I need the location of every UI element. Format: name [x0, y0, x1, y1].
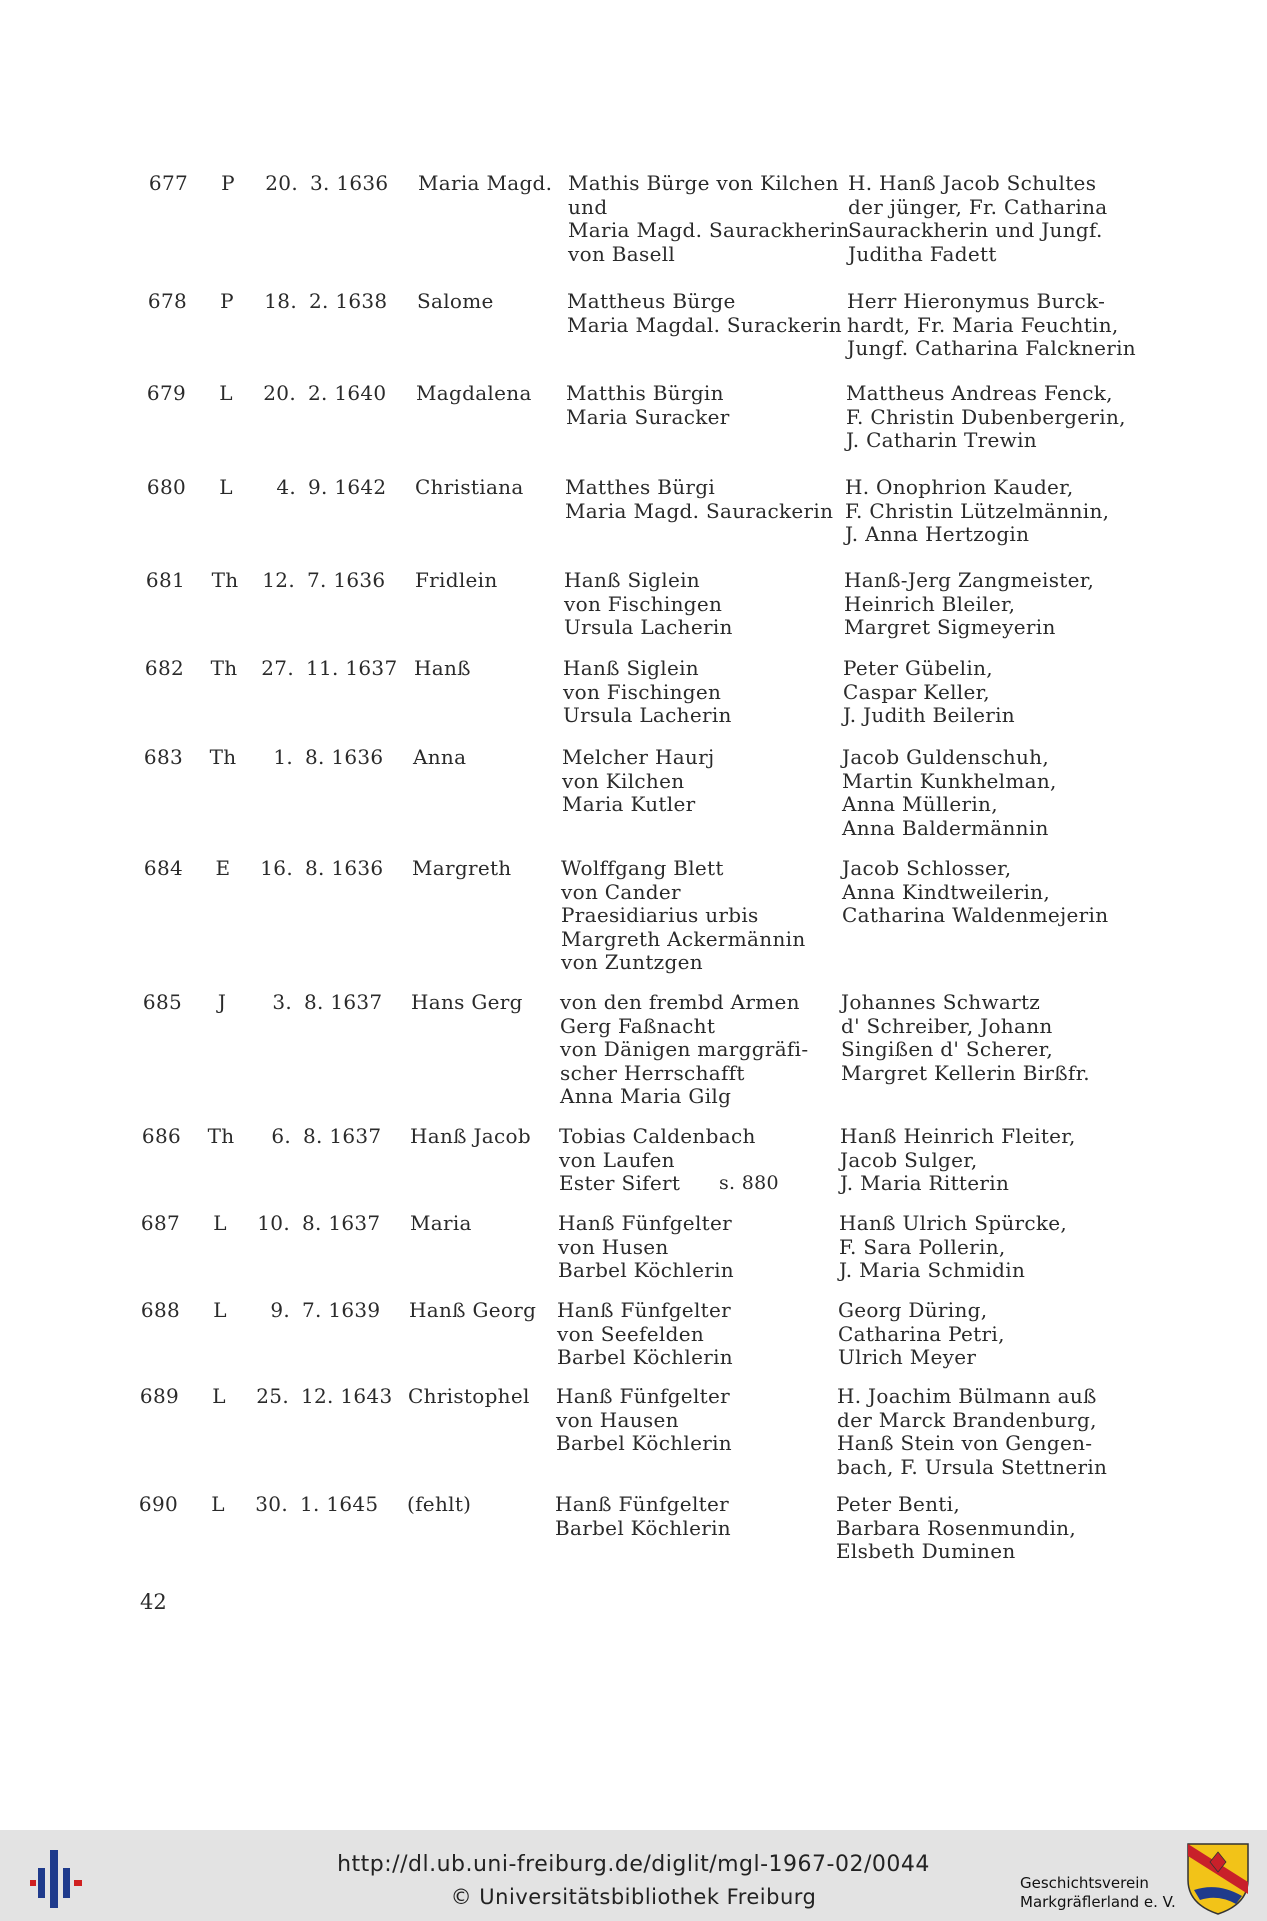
parent-line: Ursula Lacherin [563, 703, 732, 727]
godparent-line: Martin Kunkhelman, [842, 768, 1057, 793]
parent-line: Margreth Ackermännin [561, 926, 806, 951]
entry-number: 690 [138, 1492, 178, 1516]
parent-line: Gerg Faßnacht [560, 1013, 716, 1038]
child-name: Maria Magd. [418, 171, 553, 195]
godparent-line: H. Onophrion Kauder, [845, 475, 1074, 499]
parent-line: Matthis Bürgin [566, 381, 724, 405]
parent-line: Praesidiarius urbis [561, 903, 759, 927]
entry-number: 687 [140, 1211, 180, 1235]
footer-url-link[interactable]: http://dl.ub.uni-freiburg.de/diglit/mgl-1967-02/0044 [337, 1852, 930, 1877]
entry-number: 679 [146, 381, 186, 405]
parent-line: Barbel Köchlerin [557, 1345, 733, 1369]
parents [561, 857, 806, 975]
child-name: Margreth [412, 856, 512, 880]
godparent-line: Ulrich Meyer [838, 1345, 977, 1369]
godparents [844, 569, 1094, 640]
godparent-line: Catharina Petri, [838, 1321, 1005, 1346]
child-name: Hanß [414, 656, 471, 680]
baptism-month-year: 8. 1636 [305, 856, 384, 880]
parish-code: Th [209, 745, 237, 769]
child-name: Fridlein [415, 568, 498, 592]
entry-number: 678 [147, 289, 187, 313]
parish-code: Th [210, 656, 238, 680]
godparent-line: Singißen d' Scherer, [841, 1037, 1054, 1061]
parent-line: von Laufen [559, 1147, 675, 1172]
godparent-line: F. Christin Dubenbergerin, [846, 404, 1126, 429]
godparent-line: J. Anna Hertzogin [845, 522, 1030, 546]
parent-line: Tobias Caldenbach [559, 1124, 756, 1148]
parish-code: P [220, 289, 234, 313]
godparents [838, 1299, 1005, 1370]
entry-number: 681 [145, 568, 185, 592]
godparent-line: der jünger, Fr. Catharina [848, 194, 1108, 219]
parent-line: Mattheus Bürge [567, 289, 736, 313]
parent-line: Ester Sifert s. 880 [559, 1171, 779, 1195]
parent-line: von Dänigen marggräfi- [560, 1037, 809, 1061]
parent-line: von Kilchen [562, 768, 685, 793]
footer-organization [1020, 1874, 1176, 1912]
parents [565, 476, 833, 523]
godparent-line: Elsbeth Duminen [836, 1539, 1016, 1563]
child-name: Anna [413, 745, 467, 769]
parents [556, 1385, 732, 1456]
godparent-line: hardt, Fr. Maria Feuchtin, [847, 312, 1119, 337]
entry-number: 683 [143, 745, 183, 769]
baptism-day: 25. [256, 1384, 289, 1408]
baptism-day: 20. [265, 171, 298, 195]
godparent-line: Heinrich Bleiler, [844, 591, 1016, 616]
parent-line: Melcher Haurj [562, 745, 715, 769]
page-number: 42 [140, 1590, 167, 1614]
parents [564, 569, 733, 640]
entry-number: 677 [148, 171, 188, 195]
godparents [845, 476, 1109, 547]
footer-bar [0, 1830, 1267, 1921]
baptism-month-year: 7. 1639 [302, 1298, 381, 1322]
godparent-line: der Marck Brandenburg, [837, 1407, 1097, 1432]
baptism-day: 30. [255, 1492, 288, 1516]
godparent-line: Jacob Guldenschuh, [842, 745, 1049, 769]
baptism-month-year: 3. 1636 [310, 171, 389, 195]
godparent-line: Barbara Rosenmundin, [836, 1515, 1076, 1540]
godparents [839, 1212, 1067, 1283]
baptism-month-year: 12. 1643 [301, 1384, 393, 1408]
parent-line: von Zuntzgen [561, 950, 703, 974]
entry-number: 686 [141, 1124, 181, 1148]
godparent-line: Juditha Fadett [848, 241, 997, 266]
godparents [847, 290, 1136, 361]
godparent-line: Peter Gübelin, [843, 656, 993, 680]
footer-copyright: © Universitätsbibliothek Freiburg [450, 1885, 817, 1909]
parent-line: von Fischingen [564, 591, 723, 616]
parish-code: L [213, 1298, 227, 1322]
godparent-line: Georg Düring, [838, 1298, 988, 1322]
baptism-month-year: 8. 1637 [302, 1211, 381, 1235]
godparent-line: Jacob Schlosser, [842, 856, 1012, 880]
parent-line: und [568, 194, 608, 219]
entry-number: 680 [146, 475, 186, 499]
parish-code: L [213, 1211, 227, 1235]
org-name-line2: Markgräflerland e. V. [1020, 1893, 1176, 1911]
godparents [843, 657, 1015, 728]
baptism-month-year: 11. 1637 [306, 656, 398, 680]
parent-line: Maria Magdal. Surackerin [567, 312, 842, 337]
baptism-day: 4. [276, 475, 296, 499]
godparent-line: Anna Baldermännin [842, 815, 1049, 840]
parents [567, 290, 842, 337]
baptism-day: 9. [270, 1298, 290, 1322]
child-name: Hanß Jacob [410, 1124, 531, 1148]
parish-code: P [221, 171, 235, 195]
child-name: (fehlt) [407, 1492, 472, 1516]
parents [560, 991, 808, 1109]
parents [568, 172, 849, 266]
parent-line: von Fischingen [563, 679, 722, 704]
parent-line: Barbel Köchlerin [558, 1258, 734, 1282]
godparents [841, 991, 1090, 1085]
parish-code: E [215, 856, 231, 880]
parish-code: J [217, 990, 227, 1014]
baptism-day: 1. [273, 745, 293, 769]
parish-code: Th [211, 568, 239, 592]
godparent-line: J. Maria Ritterin [840, 1171, 1010, 1195]
godparent-line: F. Christin Lützelmännin, [845, 498, 1110, 523]
parent-line: von Basell [568, 241, 676, 266]
parent-line: Hanß Fünfgelter [555, 1492, 729, 1516]
godparent-line: Hanß Stein von Gengen- [837, 1431, 1093, 1455]
parish-code: L [219, 475, 233, 499]
parish-code: Th [207, 1124, 235, 1148]
godparent-line: F. Sara Pollerin, [839, 1234, 1006, 1259]
parent-line: von Husen [558, 1234, 669, 1259]
godparents [840, 1125, 1076, 1196]
godparent-line: Hanß Ulrich Spürcke, [839, 1211, 1068, 1235]
entry-number: 684 [143, 856, 183, 880]
godparents [848, 172, 1108, 266]
entry-number: 682 [144, 656, 184, 680]
parent-line: Wolffgang Blett [561, 856, 724, 880]
baptism-month-year: 8. 1637 [304, 990, 383, 1014]
parents [562, 746, 714, 817]
godparent-line: H. Joachim Bülmann auß [837, 1384, 1097, 1408]
parent-line: scher Herrschafft [560, 1060, 745, 1085]
parents [557, 1299, 733, 1370]
parent-line: Maria Magd. Saurackherin [568, 218, 850, 242]
entry-number: 688 [140, 1298, 180, 1322]
godparent-line: Peter Benti, [836, 1492, 960, 1516]
parents [559, 1124, 779, 1196]
parent-line: Hanß Siglein [564, 568, 700, 592]
baptism-month-year: 7. 1636 [307, 568, 386, 592]
godparent-line: Herr Hieronymus Burck- [847, 289, 1106, 313]
parent-line: Barbel Köchlerin [556, 1431, 732, 1455]
parent-line: Maria Suracker [566, 404, 730, 429]
parent-line: Matthes Bürgi [565, 475, 716, 499]
godparent-line: Anna Kindtweilerin, [842, 879, 1051, 904]
godparent-line: Caspar Keller, [843, 679, 990, 704]
godparents [846, 382, 1126, 453]
parent-line: Hanß Fünfgelter [556, 1384, 730, 1408]
godparent-line: Catharina Waldenmejerin [842, 903, 1109, 927]
baptism-month-year: 2. 1638 [309, 289, 388, 313]
godparents [842, 746, 1057, 840]
baptism-day: 18. [264, 289, 297, 313]
godparent-line: Margret Kellerin Birßfr. [841, 1060, 1090, 1085]
godparent-line: Anna Müllerin, [842, 792, 998, 816]
godparent-line: Saurackherin und Jungf. [848, 218, 1103, 242]
godparent-line: Hanß Heinrich Fleiter, [840, 1124, 1076, 1148]
parent-line: Maria Kutler [562, 792, 696, 816]
cross-reference: s. 880 [719, 1172, 779, 1194]
baptism-day: 12. [262, 568, 295, 592]
godparent-line: Mattheus Andreas Fenck, [846, 381, 1113, 405]
baptism-day: 3. [272, 990, 292, 1014]
org-name-line1: Geschichtsverein [1020, 1874, 1149, 1892]
parent-line: von Cander [561, 879, 681, 904]
parents [566, 382, 730, 429]
parent-line: Hanß Siglein [563, 656, 699, 680]
coat-of-arms-icon [1186, 1842, 1250, 1916]
baptism-day: 6. [271, 1124, 291, 1148]
parent-line: Maria Magd. Saurackerin [565, 498, 834, 523]
child-name: Maria [410, 1211, 472, 1235]
godparents [837, 1385, 1107, 1479]
parents [555, 1493, 731, 1540]
godparents [836, 1493, 1076, 1564]
baptism-month-year: 8. 1637 [303, 1124, 382, 1148]
parish-code: L [219, 381, 233, 405]
parent-line: Ursula Lacherin [564, 615, 733, 639]
entry-number: 685 [142, 990, 182, 1014]
godparent-line: bach, F. Ursula Stettnerin [837, 1454, 1108, 1479]
godparent-line: Jungf. Catharina Falcknerin [847, 336, 1136, 360]
baptism-month-year: 2. 1640 [308, 381, 387, 405]
entry-number: 689 [139, 1384, 179, 1408]
parish-code: L [212, 1384, 226, 1408]
child-name: Hans Gerg [411, 990, 523, 1014]
parent-line: Mathis Bürge von Kilchen [568, 171, 839, 195]
godparent-line: J. Catharin Trewin [846, 428, 1037, 452]
child-name: Magdalena [416, 381, 532, 405]
baptism-month-year: 8. 1636 [305, 745, 384, 769]
godparent-line: Johannes Schwartz [841, 990, 1041, 1014]
child-name: Hanß Georg [409, 1298, 537, 1322]
child-name: Salome [417, 289, 494, 313]
godparent-line: H. Hanß Jacob Schultes [848, 171, 1097, 195]
baptism-month-year: 1. 1645 [300, 1492, 379, 1516]
parent-line: Anna Maria Gilg [560, 1084, 732, 1108]
godparent-line: J. Judith Beilerin [843, 703, 1015, 727]
parent-line: von Hausen [556, 1407, 679, 1432]
godparent-line: J. Maria Schmidin [839, 1258, 1026, 1282]
parent-line: Hanß Fünfgelter [558, 1211, 732, 1235]
parent-line: Barbel Köchlerin [555, 1515, 731, 1540]
parent-line: von Seefelden [557, 1321, 705, 1346]
parents [563, 657, 732, 728]
child-name: Christophel [408, 1384, 530, 1408]
godparent-line: Hanß-Jerg Zangmeister, [844, 568, 1095, 592]
godparents [842, 857, 1108, 928]
child-name: Christiana [415, 475, 524, 499]
godparent-line: Margret Sigmeyerin [844, 615, 1056, 639]
parent-line: Hanß Fünfgelter [557, 1298, 731, 1322]
baptism-month-year: 9. 1642 [308, 475, 387, 499]
baptism-day: 16. [260, 856, 293, 880]
parish-code: L [211, 1492, 225, 1516]
parents [558, 1212, 734, 1283]
parent-line: von den frembd Armen [560, 990, 800, 1014]
baptism-day: 10. [257, 1211, 290, 1235]
baptism-day: 27. [261, 656, 294, 680]
godparent-line: d' Schreiber, Johann [841, 1013, 1053, 1038]
godparent-line: Jacob Sulger, [840, 1147, 978, 1172]
baptism-day: 20. [263, 381, 296, 405]
